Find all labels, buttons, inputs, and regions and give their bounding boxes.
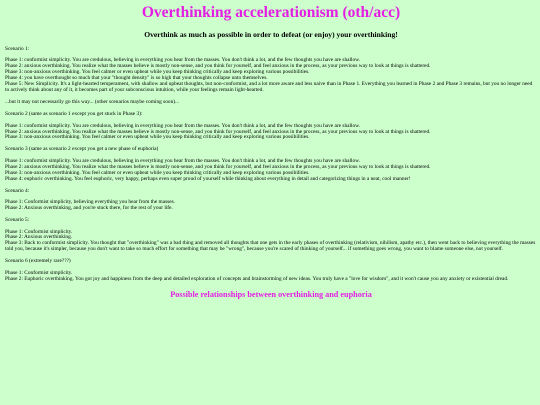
phase-item: Phase 1: conformist simplicity. You are credulous, believing in everything you hear from the masses. You don't think a lot, and the few thoughts you have are shallow.	[5, 57, 360, 64]
scenario-section	[5, 47, 537, 94]
page-subtitle: Overthink as much as possible in order to defeat (or enjoy) your overthinking!	[144, 30, 398, 39]
phase-item: Phase 2: Euphoric overthinking. You got joy and happiness from the deep and detailed exploration of concepts and brainstorming of new ideas. You truly have a "love for wisdom", and it won't cause you any anxiety or existential dread.	[5, 275, 509, 282]
phase-item: Phase 2: anxious overthinking. You realize what the masses believe is mostly non-sense, and you think for yourself, and feel anxious in the process, as your previous way to look at things is shattered.	[5, 63, 431, 70]
scenario-heading: Scenario 6 (extremely rare???)	[5, 258, 71, 265]
phase-item: Phase 2: Anxious overthinking, and you're stuck there, for the rest of your life.	[5, 205, 173, 212]
phase-item: Phase 3: non-anxious overthinking. You feel calmer or even upbeat while you keep thinking critically and keep exploring various possibilities.	[5, 69, 310, 76]
phase-item: Phase 3: Back to conformist simplicity. You thought that "overthinking" was a bad thing and removed all thoughts that one gets in the early phases of overthinking (relativism, nihilism, apathy etc.), then went back to believing everything the masses told you, because it's simpler, because you don't want to take so much effort for something that may be "wrong", because you're scared of thinking of yourself... if something goes wrong, you want to blame someone else, not yourself.	[5, 240, 536, 253]
scenario-note: ...but it may not necessarily go this way... (other scenarios maybe coming soon)...	[5, 99, 180, 106]
scenario-section	[5, 259, 537, 282]
phase-list	[5, 230, 537, 254]
phase-item: Phase 4: euphoric overthinking. You feel euphoric, very happy, perhaps even super proud of yourself while thinking about everything in detail and categorizing things in a neat, cool manner!	[5, 175, 411, 182]
scenario-heading: Scenario 4:	[5, 187, 30, 194]
scenario-heading: Scenario 5:	[5, 217, 30, 224]
scenario-list	[5, 47, 537, 283]
phase-item: Phase 2: Anxious overthinking.	[5, 234, 73, 241]
phase-list	[5, 159, 537, 183]
page-title: Overthinking accelerationism (oth/acc)	[141, 4, 401, 21]
scenario-section	[5, 218, 537, 253]
scenario-heading: Scenario 1:	[5, 46, 30, 52]
phase-item: Phase 3: non-anxious overthinking. You feel calmer or even upbeat while you keep thinking critically and keep exploring various possibilities.	[5, 169, 310, 176]
phase-item: Phase 1: Conformist simplicity, believing everything you hear from the masses.	[5, 199, 176, 206]
section-heading-euphoria: Possible relationships between overthinking and euphoria	[170, 289, 372, 299]
scenario-section	[5, 112, 537, 141]
scenario-section	[5, 189, 537, 212]
phase-item: Phase 2: anxious overthinking. You realize what the masses believe is mostly non-sense, and you think for yourself, and feel anxious in the process, as your previous way to look at things is shattered.	[5, 128, 431, 135]
phase-list	[5, 124, 537, 142]
phase-item: Phase 1: Conformist simplicity.	[5, 228, 73, 235]
phase-item: Phase 1: conformist simplicity. You are credulous, believing in everything you hear from the masses. You don't think a lot, and the few thoughts you have are shallow.	[5, 122, 360, 129]
phase-list	[5, 271, 537, 283]
phase-list	[5, 200, 537, 212]
phase-list	[5, 58, 537, 94]
scenario-heading: Scenario 2 (same as scenario 1 except you get stuck in Phase 3):	[5, 111, 143, 118]
phase-item: Phase 3: non-anxious overthinking. You feel calmer or even upbeat while you keep thinking critically and keep exploring various possibilities.	[5, 134, 310, 141]
phase-item: Phase 1: Conformist simplicity.	[5, 269, 73, 276]
phase-item: Phase 2: anxious overthinking. You realize what the masses believe is mostly non-sense, and you think for yourself, and feel anxious in the process, as your previous way to look at things is shattered.	[5, 163, 431, 170]
phase-item: Phase 4: you have overthought so much that your "thought density" is so high that your thoughts collapse unto themselves.	[5, 75, 268, 82]
scenario-section	[5, 100, 537, 106]
scenario-section	[5, 147, 537, 182]
phase-item: Phase 5: New Simplicity. It's a light-hearted temperament, with shallow and upbeat thoughts, but non-conformist, and a lot more aware and less naive than in Phase 1. Everything you learned in Phase 2 and Phase 3 remains, but you no longer need to actively think about any of it, it becomes part of your subconscious intuition, while your feelings remain light-hearted.	[5, 81, 533, 94]
document-page	[5, 0, 537, 300]
phase-item: Phase 1: conformist simplicity. You are credulous, believing in everything you hear from the masses. You don't think a lot, and the few thoughts you have are shallow.	[5, 157, 360, 164]
scenario-heading: Scenario 3 (same as scenario 2 except you get a new phase of euphoria)	[5, 146, 159, 153]
